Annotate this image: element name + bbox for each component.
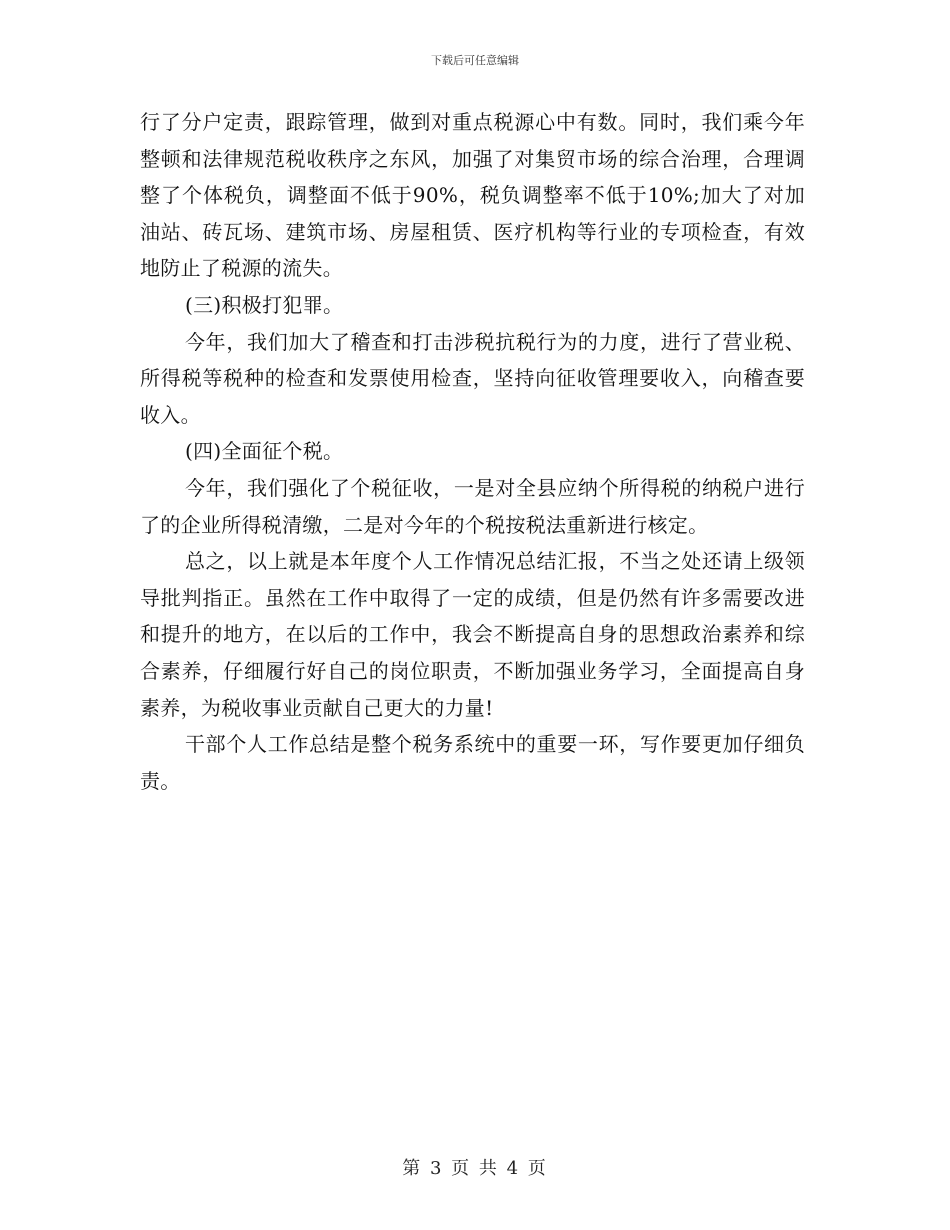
section-heading-3: (三)积极打犯罪。 — [185, 292, 344, 317]
page-number-footer: 第 3 页 共 4 页 — [402, 1158, 548, 1179]
paragraph-3: 今年，我们加大了稽查和打击涉税抗税行为的力度，进行了营业税、所得税等税种的检查和发票使用检查，坚持向征收管理要收入，向稽查要收入。 — [140, 329, 805, 427]
paragraph-5: 今年，我们强化了个税征收，一是对全县应纳个所得税的纳税户进行了的企业所得税清缴，二是对今年的个税按税法重新进行核定。 — [140, 475, 805, 537]
section-heading-4: (四)全面征个税。 — [185, 439, 344, 464]
document-body — [140, 104, 805, 799]
paragraph-1: 行了分户定责，跟踪管理，做到对重点税源心中有数。同时，我们乘今年整顿和法律规范税收秩序之东风，加强了对集贸市场的综合治理，合理调整了个体税负，调整面不低于90%，税负调整率不低于10%;加大了对加油站、砖瓦场、建筑市场、房屋租赁、医疗机构等行业的专项检查，有效地防止了税源的流失。 — [140, 110, 805, 281]
page-header: 下载后可任意编辑 — [431, 54, 519, 67]
paragraph-summary: 总之，以上就是本年度个人工作情况总结汇报，不当之处还请上级领导批判指正。虽然在工作中取得了一定的成绩，但是仍然有许多需要改进和提升的地方，在以后的工作中，我会不断提高自身的思想政治素养和综合素养，仔细履行好自己的岗位职责，不断加强业务学习，全面提高自身素养，为税收事业贡献自己更大的力量! — [140, 549, 805, 720]
paragraph-closing: 干部个人工作总结是整个税务系统中的重要一环，写作要更加仔细负责。 — [140, 732, 805, 793]
